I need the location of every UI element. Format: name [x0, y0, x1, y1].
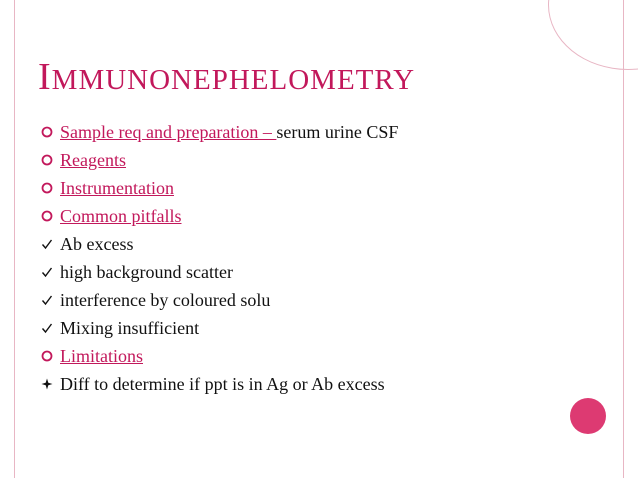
- bullet-text: serum urine CSF: [276, 121, 399, 142]
- ring-bullet-icon: [36, 210, 58, 222]
- bullet-item: [36, 118, 398, 146]
- bullet-text: Diff to determine if ppt is in Ag or Ab excess: [60, 373, 385, 394]
- ring-bullet-icon: [36, 154, 58, 166]
- ring-bullet-icon: [36, 182, 58, 194]
- bullet-item: [36, 370, 398, 398]
- checkmark-icon: [36, 238, 58, 250]
- bullet-item: [36, 342, 398, 370]
- checkmark-icon: [36, 322, 58, 334]
- slide-title: [38, 55, 415, 99]
- bullet-text: interference by coloured solu: [60, 289, 271, 310]
- corner-arc-decor: [548, 0, 638, 70]
- bullet-link[interactable]: Instrumentation: [60, 177, 174, 198]
- bullet-item: [36, 174, 398, 202]
- bullet-list: [36, 118, 398, 398]
- bullet-link[interactable]: Common pitfalls: [60, 205, 182, 226]
- checkmark-icon: [36, 266, 58, 278]
- bullet-link[interactable]: Reagents: [60, 149, 126, 170]
- bullet-text: Ab excess: [60, 233, 134, 254]
- title-initial: I: [38, 56, 52, 98]
- ring-bullet-icon: [36, 126, 58, 138]
- bullet-item: [36, 146, 398, 174]
- bullet-text: Mixing insufficient: [60, 317, 200, 338]
- bullet-item: [36, 314, 398, 342]
- ring-bullet-icon: [36, 350, 58, 362]
- bullet-item: [36, 286, 398, 314]
- bullet-item: [36, 258, 398, 286]
- bullet-link[interactable]: Sample req and preparation –: [60, 121, 277, 142]
- title-rest: MMUNONEPHELOMETRY: [51, 64, 416, 96]
- bullet-text: high background scatter: [60, 261, 233, 282]
- decorative-dot: [570, 398, 606, 434]
- diamond-bullet-icon: [36, 378, 58, 390]
- bullet-link[interactable]: Limitations: [60, 345, 143, 366]
- bullet-item: [36, 230, 398, 258]
- left-decor-line: [14, 0, 15, 478]
- right-decor-line: [623, 0, 624, 478]
- bullet-item: [36, 202, 398, 230]
- checkmark-icon: [36, 294, 58, 306]
